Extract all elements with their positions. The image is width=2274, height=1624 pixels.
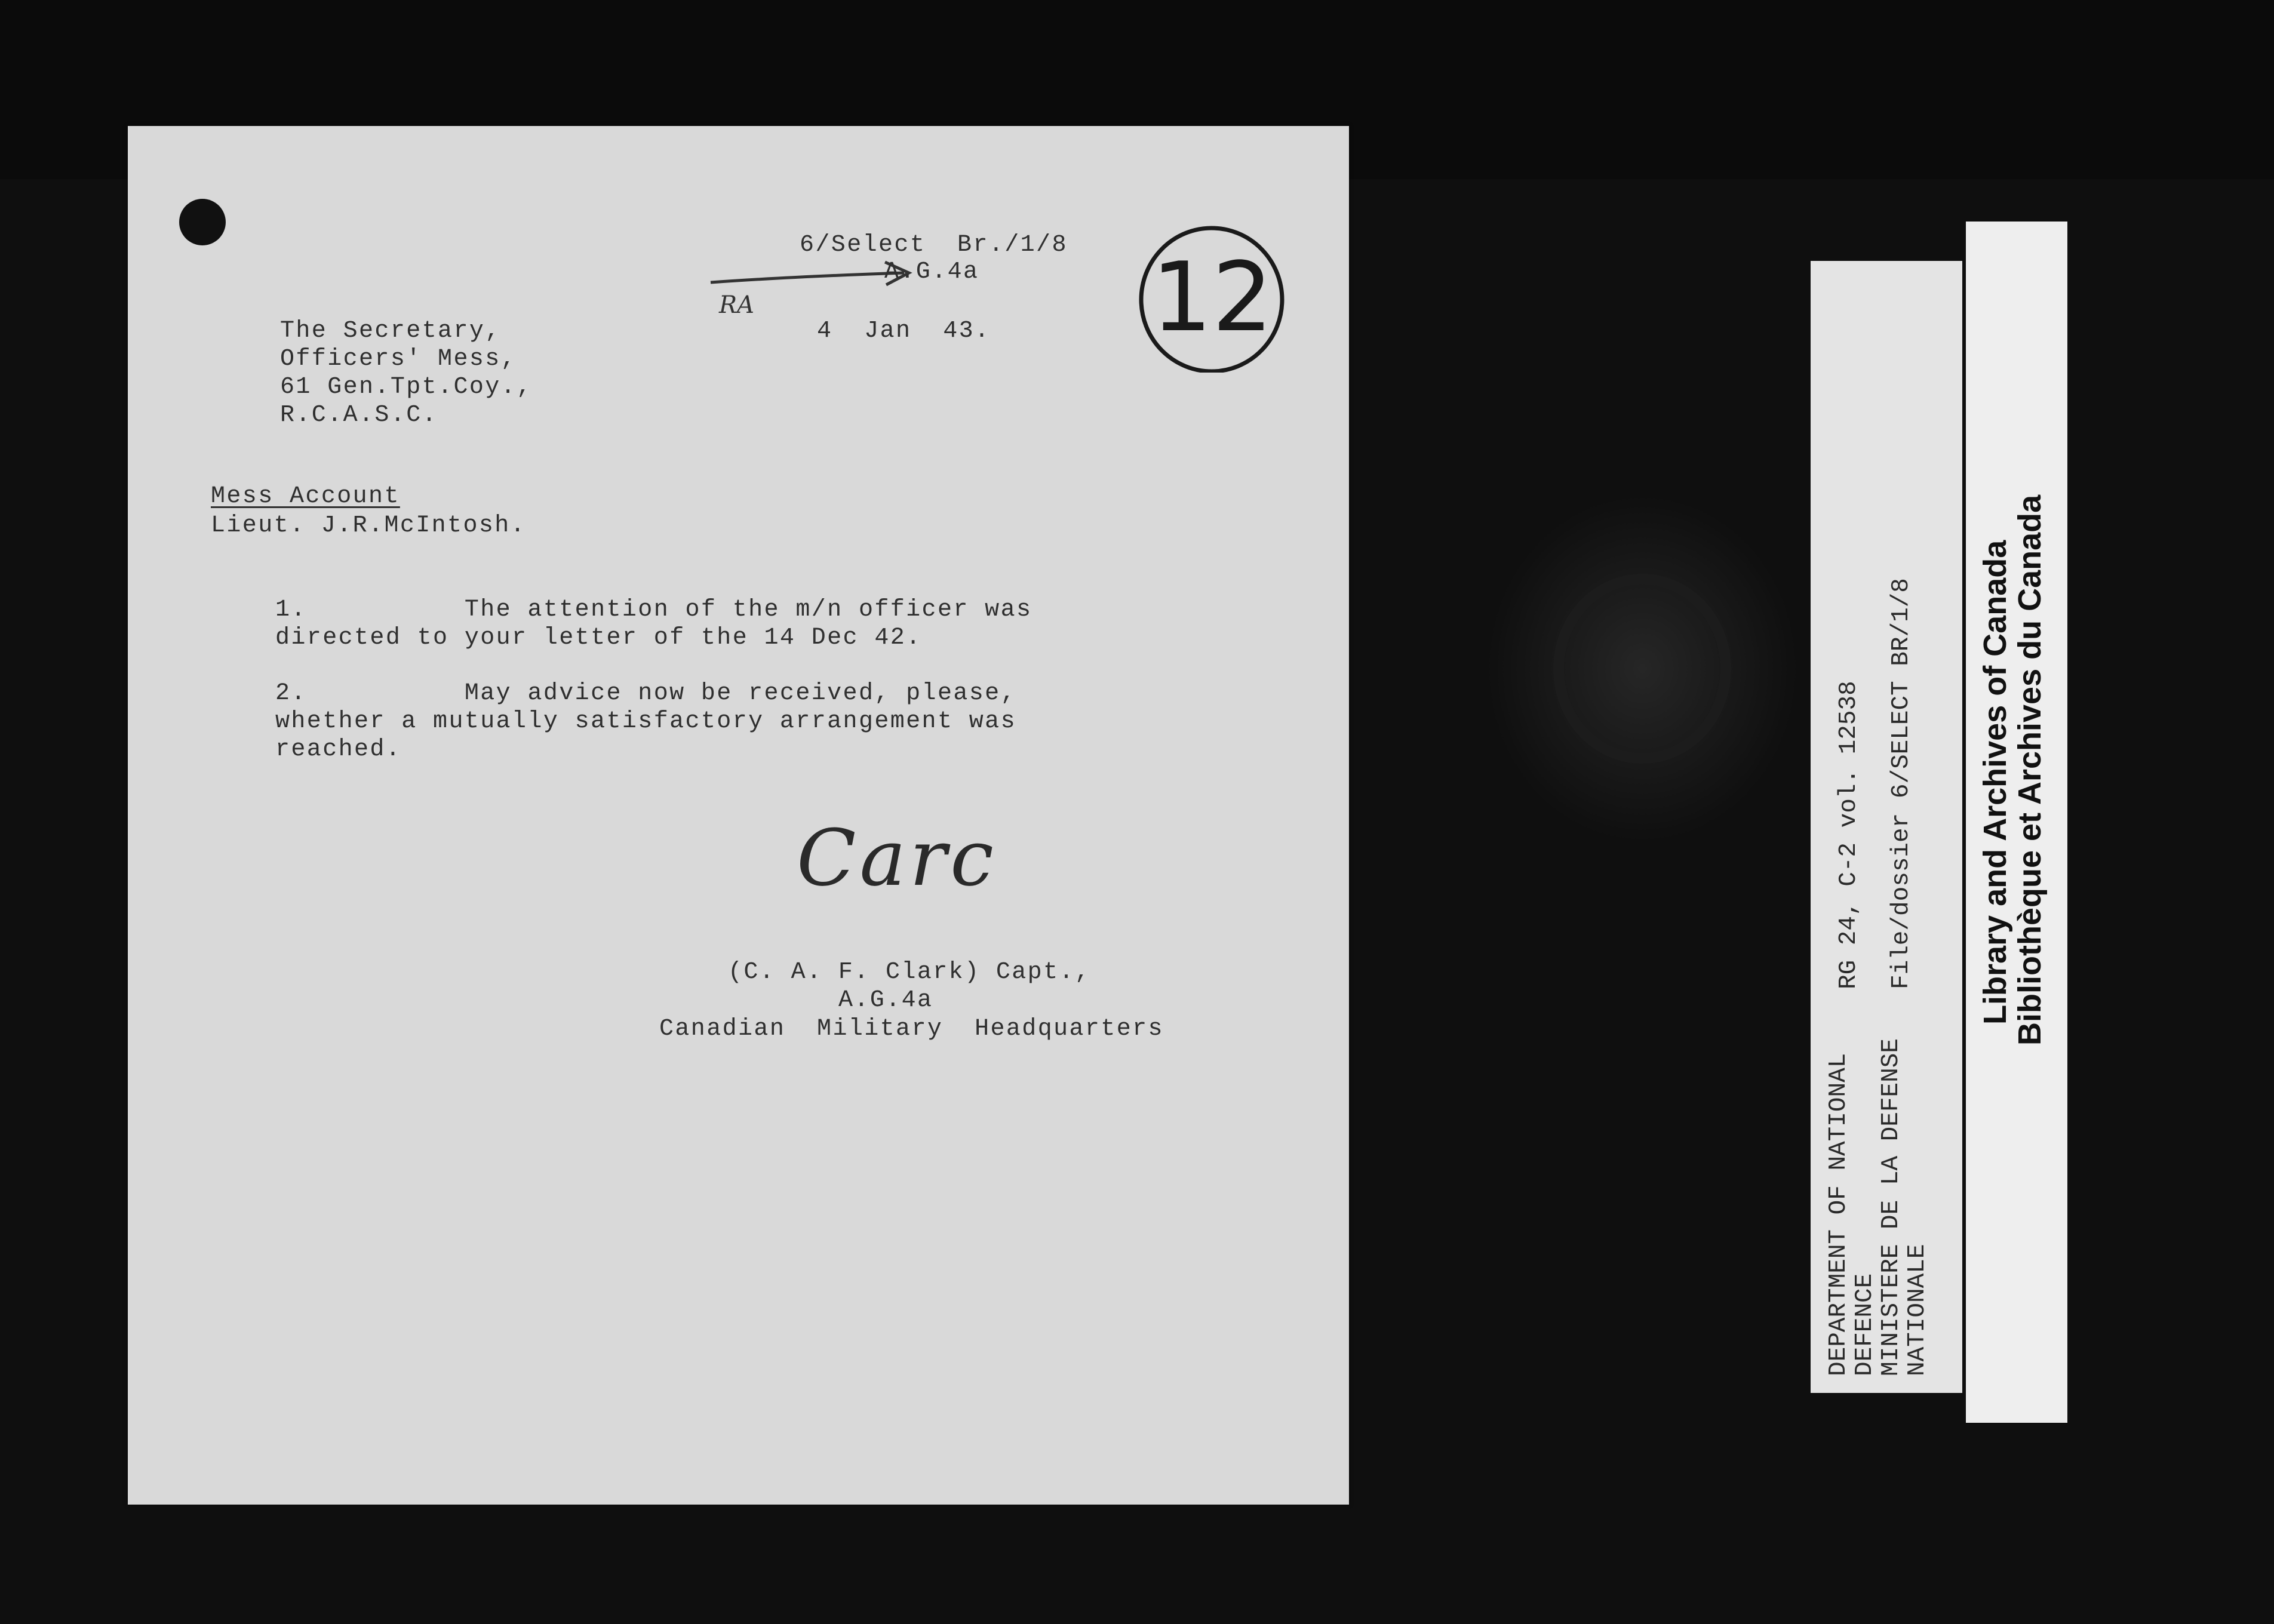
signatory-branch: A.G.4a bbox=[838, 987, 933, 1014]
paragraph-line: directed to your letter of the 14 Dec 42. bbox=[275, 625, 922, 651]
paragraph-line: 2. May advice now be received, please, bbox=[275, 680, 1016, 707]
letter-date: 4 Jan 43. bbox=[817, 318, 991, 345]
file-dossier-line: File/dossier 6/SELECT BR/1/8 bbox=[1888, 578, 1915, 989]
lac-english-name: Library and Archives of Canada bbox=[1977, 540, 2013, 1025]
subject-heading: Mess Account bbox=[211, 483, 400, 510]
lac-french-name: Bibliothèque et Archives du Canada bbox=[2012, 494, 2048, 1045]
signatory-unit: Canadian Military Headquarters bbox=[659, 1016, 1164, 1042]
lac-label bbox=[1966, 222, 2067, 1423]
pencil-initials: RA bbox=[719, 291, 755, 319]
header-branch: A.G.4a bbox=[884, 259, 979, 285]
punch-hole bbox=[179, 199, 226, 245]
letter-page bbox=[128, 126, 1349, 1505]
department-line: MINISTERE DE LA DEFENSE bbox=[1877, 1038, 1905, 1376]
department-line: DEPARTMENT OF NATIONAL bbox=[1825, 1053, 1852, 1376]
paragraph-line: 1. The attention of the m/n officer was bbox=[275, 596, 1032, 623]
addressee-line: R.C.A.S.C. bbox=[280, 402, 438, 429]
folio-number: 12 bbox=[1151, 241, 1273, 353]
signatory-name: (C. A. F. Clark) Capt., bbox=[728, 959, 1091, 986]
paragraph-line: reached. bbox=[275, 736, 402, 763]
signature: Carc bbox=[797, 813, 997, 903]
addressee-line: 61 Gen.Tpt.Coy., bbox=[280, 374, 533, 401]
file-reference: 6/Select Br./1/8 bbox=[800, 232, 1068, 259]
addressee-line: Officers' Mess, bbox=[280, 346, 517, 373]
subject-name: Lieut. J.R.McIntosh. bbox=[211, 512, 527, 539]
folio-circle bbox=[1137, 223, 1286, 373]
addressee-line: The Secretary, bbox=[280, 318, 501, 345]
record-group-line: RG 24, C-2 vol. 12538 bbox=[1835, 681, 1863, 989]
paragraph-line: whether a mutually satisfactory arrangement was bbox=[275, 708, 1016, 735]
department-line: NATIONALE bbox=[1904, 1244, 1931, 1376]
archive-reference-label bbox=[1811, 261, 1962, 1393]
department-line: DEFENCE bbox=[1851, 1273, 1879, 1376]
